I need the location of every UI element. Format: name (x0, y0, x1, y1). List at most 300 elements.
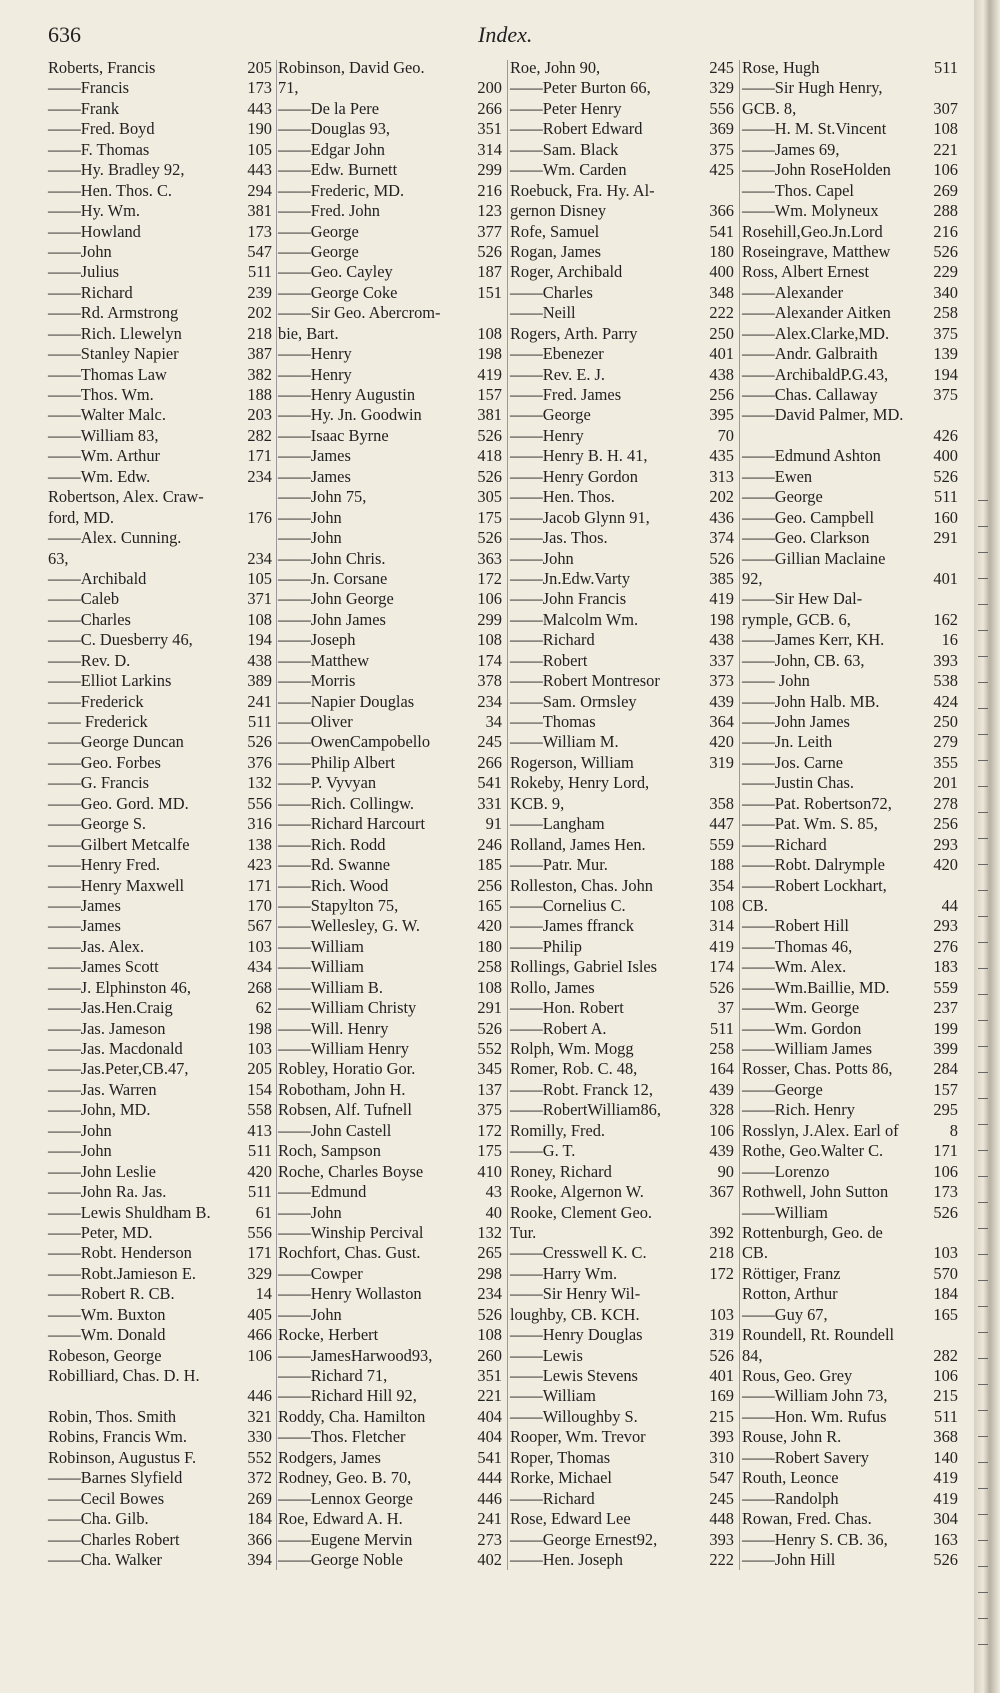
entry-page-ref: 222 (709, 303, 734, 323)
entry-page-ref: 180 (477, 936, 502, 956)
entry-page-ref: 216 (933, 221, 958, 241)
entry-page-ref: 381 (247, 201, 272, 221)
index-entry (48, 283, 272, 303)
entry-name: ——John Chris. (278, 548, 386, 568)
index-entry (278, 589, 502, 609)
entry-name: ——Charles (48, 609, 131, 629)
entry-name: ——OwenCampobello (278, 732, 431, 752)
index-entry (278, 1182, 502, 1202)
index-entry (742, 1039, 958, 1059)
index-entry (278, 262, 502, 282)
edge-tick (978, 1254, 988, 1255)
entry-name: ——Hon. Wm. Rufus (742, 1406, 887, 1426)
entry-page-ref: 108 (709, 895, 734, 915)
entry-page-ref: 221 (933, 139, 958, 159)
entry-page-ref: 375 (933, 323, 958, 343)
index-entry (278, 610, 502, 630)
entry-name: ——Archibald (48, 568, 147, 588)
entry-page-ref: 319 (709, 1325, 734, 1345)
entry-page-ref: 108 (477, 977, 502, 997)
entry-name: ——Winship Percival (278, 1222, 424, 1242)
entry-name: ——Thos. Fletcher (278, 1427, 406, 1447)
entry-name: ——Jas.Hen.Craig (48, 998, 173, 1018)
entry-page-ref: 526 (933, 1549, 958, 1569)
entry-name: ——Rd. Swanne (278, 855, 390, 875)
entry-name: ——William M. (510, 732, 619, 752)
entry-page-ref: 393 (709, 1529, 734, 1549)
entry-page-ref: 319 (709, 752, 734, 772)
entry-name: ——Napier Douglas (278, 691, 415, 711)
entry-name: ——Randolph (742, 1488, 839, 1508)
entry-page-ref: 466 (247, 1325, 272, 1345)
entry-page-ref: 556 (709, 98, 734, 118)
index-entry (510, 753, 734, 773)
entry-page-ref: 402 (477, 1549, 502, 1569)
index-entry (48, 119, 272, 139)
entry-name: ——Richard (742, 834, 827, 854)
entry-page-ref: 400 (933, 446, 958, 466)
index-entry (48, 630, 272, 650)
entry-name: Tur. (510, 1222, 537, 1242)
index-entry (742, 1427, 958, 1447)
entry-name: ——Lennox George (278, 1488, 413, 1508)
edge-tick (978, 1124, 988, 1125)
entry-page-ref: 171 (247, 875, 272, 895)
entry-name: ——John James (742, 712, 850, 731)
index-entry (510, 508, 734, 528)
entry-name: Roper, Thomas (510, 1447, 611, 1467)
entry-name: ——Richard 71, (278, 1366, 388, 1385)
entry-name: ——JamesHarwood93, (278, 1345, 433, 1365)
entry-name: ——Jn.Edw.Varty (510, 568, 631, 588)
entry-name: ——Rich. Rodd (278, 834, 386, 854)
index-entry (278, 181, 502, 201)
edge-tick (978, 812, 988, 813)
index-entry (278, 1203, 502, 1223)
entry-page-ref: 354 (709, 875, 734, 895)
edge-tick (978, 500, 988, 501)
entry-name: ——Rich. Henry (742, 1100, 855, 1120)
entry-name: ——James (48, 895, 121, 915)
edge-tick (978, 656, 988, 657)
index-entry (742, 1162, 958, 1182)
entry-page-ref: 138 (247, 834, 272, 854)
index-entry (742, 1080, 958, 1100)
index-entry (48, 1080, 272, 1100)
entry-name: ——ArchibaldP.G.43, (742, 364, 889, 384)
entry-page-ref: 439 (709, 1079, 734, 1099)
entry-page-ref: 171 (933, 1141, 958, 1161)
entry-name: ——George Duncan (48, 732, 184, 752)
entry-name: ——Lewis Stevens (510, 1366, 638, 1385)
index-entry (510, 1509, 734, 1529)
entry-page-ref: 173 (933, 1182, 958, 1202)
entry-page-ref: 330 (247, 1427, 272, 1447)
entry-name: Rooke, Algernon W. (510, 1182, 644, 1202)
index-entry (278, 998, 502, 1018)
entry-page-ref: 184 (247, 1509, 272, 1529)
index-entry (48, 58, 272, 78)
index-entry (48, 1121, 272, 1141)
entry-page-ref: 151 (477, 282, 502, 302)
entry-name: ——George (510, 405, 591, 425)
entry-name: ——Caleb (48, 589, 120, 609)
entry-page-ref: 218 (247, 323, 272, 343)
index-entry (742, 1223, 958, 1243)
edge-tick (978, 1358, 988, 1359)
entry-page-ref: 105 (247, 568, 272, 588)
entry-name: ——Edmund Ashton (742, 446, 881, 466)
entry-name: ——Sam. Black (510, 139, 619, 159)
entry-name: GCB. 8, (742, 98, 797, 118)
entry-name: ——Guy 67, (742, 1304, 828, 1324)
entry-page-ref: 266 (477, 752, 502, 772)
entry-name: ——Sam. Ormsley (510, 691, 637, 711)
index-entry (510, 78, 734, 98)
index-entry (48, 140, 272, 160)
entry-name: ——Henry Maxwell (48, 875, 185, 895)
index-entry (742, 385, 958, 405)
index-entry (278, 712, 502, 732)
entry-page-ref: 106 (933, 1161, 958, 1181)
entry-page-ref: 273 (477, 1529, 502, 1549)
entry-page-ref: 198 (709, 609, 734, 629)
entry-page-ref: 541 (477, 1447, 502, 1467)
entry-page-ref: 105 (247, 139, 272, 159)
index-entry (742, 671, 958, 691)
index-entry (48, 549, 272, 569)
index-entry (278, 1550, 502, 1570)
entry-name: ——RobertWilliam86, (510, 1100, 661, 1120)
entry-page-ref: 123 (477, 201, 502, 221)
index-entry (510, 1386, 734, 1406)
index-entry (510, 344, 734, 364)
index-entry (510, 160, 734, 180)
entry-page-ref: 316 (247, 814, 272, 834)
index-entry (742, 1407, 958, 1427)
index-entry (278, 487, 502, 507)
entry-page-ref: 526 (477, 528, 502, 548)
index-entry (48, 1284, 272, 1304)
index-entry (48, 99, 272, 119)
entry-page-ref: 291 (933, 528, 958, 548)
index-entry (278, 1468, 502, 1488)
index-entry (742, 569, 958, 589)
index-entry (742, 692, 958, 712)
index-entry (510, 1550, 734, 1570)
edge-tick (978, 708, 988, 709)
index-entry (278, 978, 502, 998)
index-entry (278, 916, 502, 936)
index-entry (510, 630, 734, 650)
entry-name: ——Robert R. CB. (48, 1284, 175, 1304)
index-entry (48, 426, 272, 446)
index-entry (48, 1489, 272, 1509)
entry-name: Robertson, Alex. Craw- (48, 487, 204, 507)
index-entry (278, 630, 502, 650)
edge-tick (978, 1540, 988, 1541)
index-entry (510, 876, 734, 896)
entry-name: ——John Francis (510, 589, 627, 609)
index-entry (48, 1325, 272, 1345)
index-entry (48, 773, 272, 793)
entry-name: ——Geo. Gord. MD. (48, 793, 189, 813)
entry-page-ref: 164 (709, 1059, 734, 1079)
entry-page-ref: 250 (933, 712, 958, 731)
index-entry (742, 99, 958, 119)
entry-name: ——Fred. James (510, 385, 622, 404)
entry-name: Robley, Horatio Gor. (278, 1059, 416, 1079)
entry-page-ref: 221 (477, 1386, 502, 1406)
entry-page-ref: 239 (247, 282, 272, 302)
edge-tick (978, 1046, 988, 1047)
entry-page-ref: 203 (247, 405, 272, 425)
edge-tick (978, 1462, 988, 1463)
entry-name: ——Wm. Molyneux (742, 201, 879, 221)
entry-page-ref: 331 (477, 793, 502, 813)
index-entry (278, 651, 502, 671)
entry-name: ——Richard Hill 92, (278, 1386, 417, 1406)
index-entry (48, 876, 272, 896)
index-entry (48, 201, 272, 221)
entry-page-ref: 165 (477, 895, 502, 915)
entry-page-ref: 538 (933, 671, 958, 691)
index-entry (278, 1162, 502, 1182)
entry-page-ref: 404 (477, 1427, 502, 1447)
entry-name: ——Wm. Buxton (48, 1304, 166, 1324)
entry-name: ——Elliot Larkins (48, 671, 172, 691)
entry-page-ref: 526 (933, 466, 958, 486)
index-column-3 (510, 58, 734, 1668)
entry-name: ——Jas. Jameson (48, 1018, 166, 1038)
index-entry (48, 1427, 272, 1447)
index-entry (510, 1039, 734, 1059)
entry-page-ref: 314 (709, 916, 734, 936)
index-entry (510, 1203, 734, 1223)
entry-name: ——Robert Hill (742, 916, 849, 936)
entry-name: ford, MD. (48, 507, 115, 527)
entry-page-ref: 14 (255, 1284, 272, 1304)
index-entry (278, 1366, 502, 1386)
entry-page-ref: 385 (709, 568, 734, 588)
entry-name: ——George (742, 1079, 823, 1099)
entry-name: ——Robt. Franck 12, (510, 1079, 653, 1099)
entry-name: ——Morris (278, 671, 356, 691)
entry-name: ——Wm. Donald (48, 1325, 166, 1345)
entry-name: ——George Coke (278, 282, 398, 302)
index-entry (48, 1203, 272, 1223)
entry-page-ref: 108 (477, 630, 502, 650)
entry-page-ref: 567 (247, 916, 272, 936)
entry-page-ref: 419 (933, 1468, 958, 1488)
index-entry (278, 283, 502, 303)
index-entry (278, 405, 502, 425)
entry-page-ref: 438 (247, 650, 272, 670)
entry-page-ref: 201 (933, 773, 958, 793)
entry-page-ref: 314 (477, 139, 502, 159)
entry-name: ——Cha. Gilb. (48, 1509, 149, 1529)
entry-name: KCB. 9, (510, 793, 565, 813)
index-column-2 (278, 58, 502, 1668)
entry-name: ——Charles Robert (48, 1529, 180, 1549)
entry-name: Rose, Hugh (742, 58, 820, 77)
entry-page-ref: 511 (248, 1182, 272, 1202)
edge-tick (978, 682, 988, 683)
entry-name: 84, (742, 1345, 763, 1365)
index-entry (742, 365, 958, 385)
index-entry (510, 99, 734, 119)
entry-page-ref: 304 (933, 1509, 958, 1529)
entry-page-ref: 170 (247, 895, 272, 915)
entry-page-ref: 420 (477, 916, 502, 936)
entry-page-ref: 526 (933, 1202, 958, 1222)
entry-name: Rollo, James (510, 977, 595, 997)
entry-name: ——John (48, 1141, 112, 1161)
entry-page-ref: 348 (709, 282, 734, 302)
entry-name: ——Richard (510, 1488, 595, 1508)
entry-name: ——Alex.Clarke,MD. (742, 323, 890, 343)
index-entry (278, 1141, 502, 1161)
index-entry (48, 487, 272, 507)
entry-name: ——Malcolm Wm. (510, 609, 639, 629)
entry-name: ——G. Francis (48, 773, 150, 793)
entry-name: Robsen, Alf. Tufnell (278, 1100, 412, 1120)
entry-name: Rorke, Michael (510, 1468, 612, 1488)
index-entry (742, 732, 958, 752)
index-entry (48, 978, 272, 998)
index-entry (742, 242, 958, 262)
entry-name: ——Edw. Burnett (278, 160, 398, 180)
index-entry (278, 1264, 502, 1284)
index-entry (48, 753, 272, 773)
entry-name: ——John Hill (742, 1549, 836, 1569)
entry-page-ref: 313 (709, 466, 734, 486)
entry-name: ——Harry Wm. (510, 1263, 618, 1283)
entry-page-ref: 103 (247, 1039, 272, 1058)
index-entry (278, 773, 502, 793)
entry-page-ref: 340 (933, 282, 958, 302)
entry-name: ——William Christy (278, 998, 417, 1018)
entry-page-ref: 372 (247, 1468, 272, 1488)
edge-tick (978, 1072, 988, 1073)
entry-page-ref: 559 (709, 834, 734, 854)
index-entry (742, 1346, 958, 1366)
entry-page-ref: 547 (247, 241, 272, 261)
entry-page-ref: 425 (709, 160, 734, 180)
entry-name: Rothwell, John Sutton (742, 1182, 889, 1202)
index-entry (278, 1243, 502, 1263)
entry-name: ——Robert Montresor (510, 671, 660, 691)
entry-page-ref: 245 (477, 732, 502, 752)
entry-name: ——Thos. Wm. (48, 385, 154, 404)
entry-page-ref: 378 (477, 671, 502, 691)
entry-name: rymple, GCB. 6, (742, 609, 851, 629)
entry-page-ref: 276 (933, 936, 958, 956)
entry-name: ——Wm. Gordon (742, 1018, 862, 1038)
index-entry (742, 1243, 958, 1263)
index-entry (48, 569, 272, 589)
entry-name: ——Henry (278, 364, 352, 384)
entry-page-ref: 215 (933, 1386, 958, 1406)
index-entry (48, 998, 272, 1018)
edge-tick (978, 1306, 988, 1307)
index-entry (48, 160, 272, 180)
index-entry (742, 651, 958, 671)
entry-name: ——G. T. (510, 1141, 576, 1161)
entry-page-ref: 401 (709, 1366, 734, 1385)
edge-tick (978, 1332, 988, 1333)
index-entry (278, 58, 502, 78)
entry-name: ——John Castell (278, 1120, 392, 1140)
entry-name: loughby, CB. KCH. (510, 1304, 640, 1324)
entry-name: ——Gillian Maclaine (742, 548, 886, 568)
entry-name: —— John (742, 671, 810, 691)
index-entry (278, 692, 502, 712)
entry-name: ——Ewen (742, 466, 813, 486)
index-entry (742, 446, 958, 466)
index-entry (510, 487, 734, 507)
entry-name: ——John (278, 528, 342, 548)
index-entry (48, 732, 272, 752)
entry-name: ——James (278, 446, 351, 466)
index-entry (742, 1284, 958, 1304)
index-entry (510, 283, 734, 303)
entry-name: ——Peter Burton 66, (510, 78, 651, 98)
entry-page-ref: 90 (717, 1161, 734, 1181)
edge-tick (978, 942, 988, 943)
index-entry (278, 794, 502, 814)
page-title: Index. (478, 22, 533, 47)
entry-page-ref: 106 (709, 1120, 734, 1140)
edge-tick (978, 1202, 988, 1203)
entry-page-ref: 103 (247, 936, 272, 956)
entry-name: Roebuck, Fra. Hy. Al- (510, 180, 655, 200)
entry-name: Roseingrave, Matthew (742, 241, 891, 261)
index-entry (278, 1489, 502, 1509)
index-entry (48, 671, 272, 691)
index-entry (742, 1121, 958, 1141)
entry-name: ——George (742, 487, 823, 507)
edge-tick (978, 994, 988, 995)
entry-name: ——Hen. Joseph (510, 1549, 623, 1569)
entry-page-ref: 34 (485, 712, 502, 731)
entry-name: ——Wm. Carden (510, 160, 627, 180)
index-entry (510, 385, 734, 405)
entry-name: ——George (278, 241, 359, 261)
index-entry (742, 957, 958, 977)
index-entry (742, 1100, 958, 1120)
entry-page-ref: 234 (247, 466, 272, 486)
entry-page-ref: 174 (709, 957, 734, 977)
entry-name: ——Peter Henry (510, 98, 622, 118)
entry-name: ——Neill (510, 303, 576, 323)
index-entry (278, 140, 502, 160)
entry-page-ref: 8 (949, 1120, 958, 1140)
entry-name: ——James (278, 466, 351, 486)
entry-page-ref: 446 (247, 1386, 272, 1406)
column-divider (739, 60, 740, 1570)
entry-name: ——Philip (510, 936, 582, 956)
entry-page-ref: 222 (709, 1549, 734, 1569)
entry-page-ref: 250 (709, 323, 734, 343)
entry-name: ——Rd. Armstrong (48, 303, 179, 323)
index-entry (48, 1448, 272, 1468)
entry-name: ——Robt.Jamieson E. (48, 1263, 196, 1283)
index-entry (742, 1489, 958, 1509)
index-entry (278, 160, 502, 180)
index-entry (48, 324, 272, 344)
entry-name: ——Jacob Glynn 91, (510, 507, 650, 527)
